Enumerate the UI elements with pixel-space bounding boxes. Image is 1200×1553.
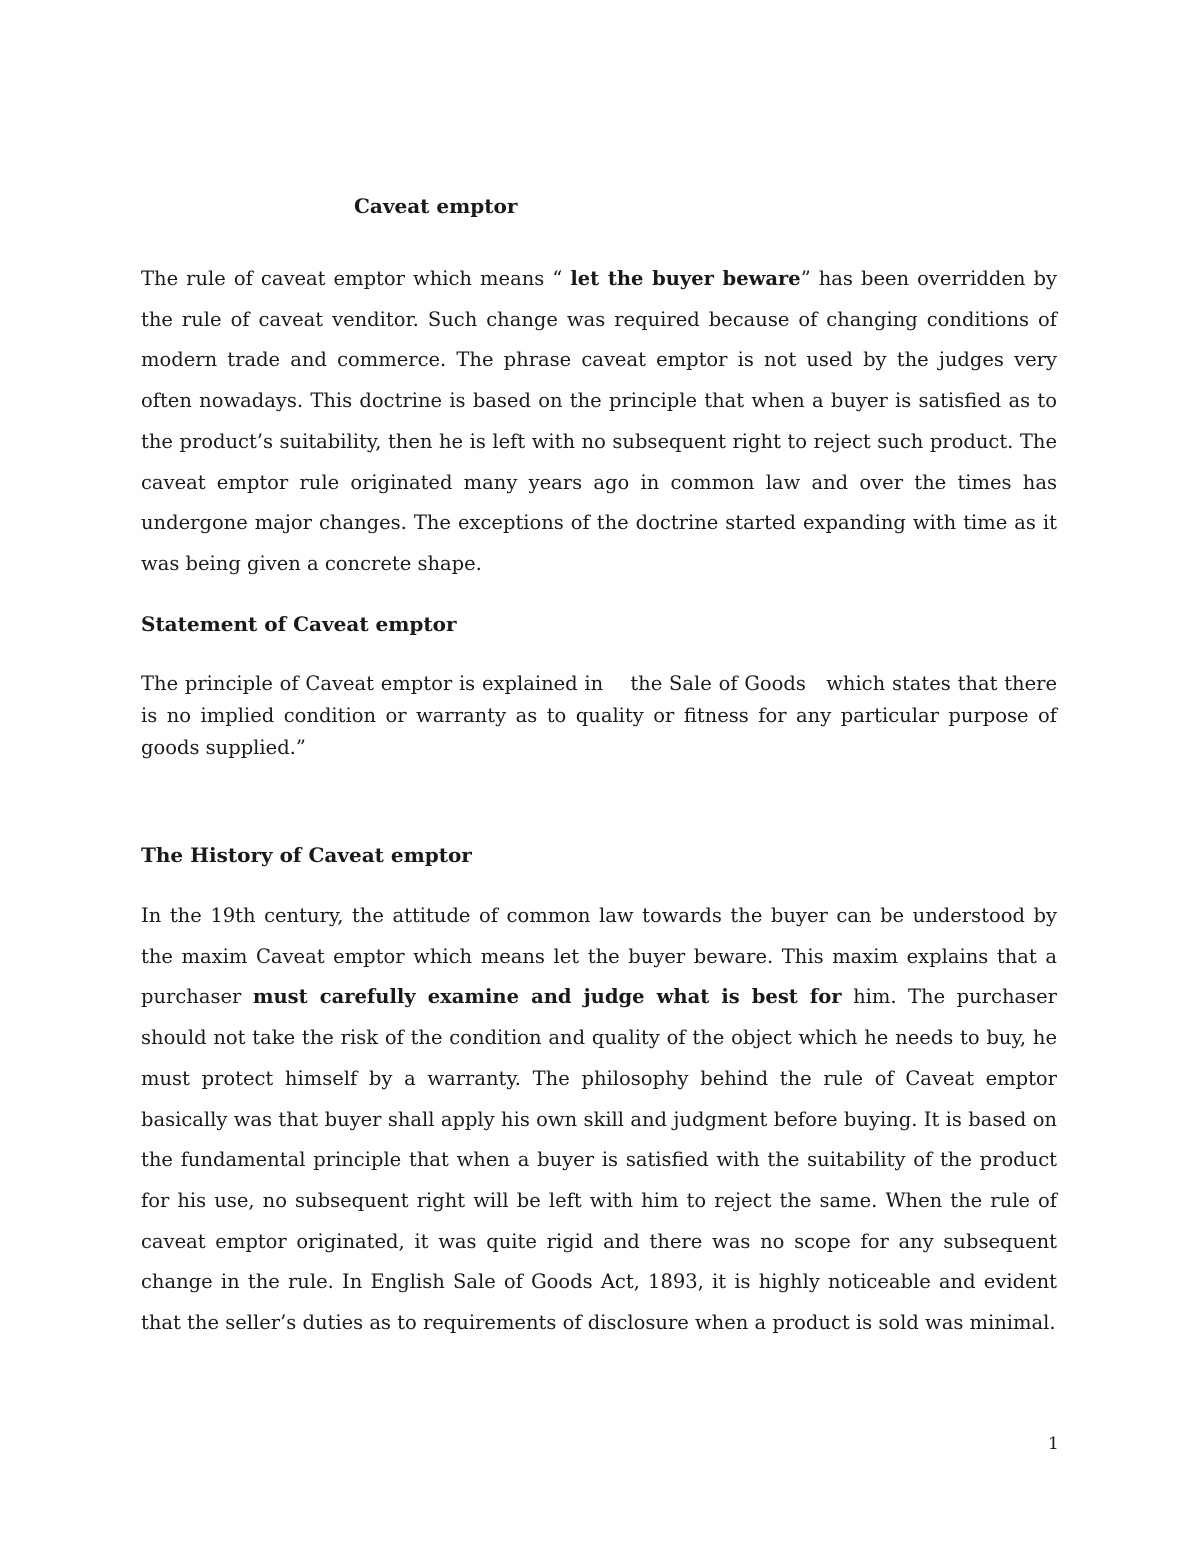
intro-text-end: ” has been overridden by the rule of caveat venditor. Such change was required because of changing conditions of modern trade and commerce. The phrase caveat emptor is not used by the judges very often nowadays. This doctrine is based on the principle that when a buyer is satisfied as to the product’s suitability, then he is left with no subsequent right to reject such product. The caveat emptor rule originated many years ago in common law and over the times has undergone major changes. The exceptions of the doctrine started expanding with time as it was being given a concrete shape. (141, 267, 1057, 575)
statement-paragraph: The principle of Caveat emptor is explained in the Sale of Goods which states that there is no implied condition or warranty as to quality or fitness for any particular purpose of goods supplied.” (141, 672, 1057, 759)
history-heading: The History of Caveat emptor (141, 843, 472, 867)
intro-emphasis: let the buyer beware (570, 267, 801, 290)
page-number: 1 (1048, 1434, 1059, 1454)
history-text-start: In the 19th century, the attitude of common law towards the buyer can be understood by the maxim Caveat emptor which means let the buyer beware. This maxim explains that a purchaser (141, 904, 1057, 1009)
history-emphasis: must carefully examine and judge what is best for (252, 985, 842, 1009)
history-text-end: him. The purchaser should not take the risk of the condition and quality of the object which he needs to buy, he must protect himself by a warranty. The philosophy behind the rule of Caveat emptor basically was that buyer shall apply his own skill and judgment before buying. It is based on the fundamental principle that when a buyer is satisfied with the suitability of the product for his use, no subsequent right will be left with him to reject the same. When the rule of caveat emptor originated, it was quite rigid and there was no scope for any subsequent change in the rule. In English Sale of Goods Act, 1893, it is highly noticeable and evident that the seller’s duties as to requirements of disclosure when a product is sold was minimal. (141, 985, 1057, 1335)
document-title: Caveat emptor (354, 194, 518, 218)
history-paragraph (141, 896, 1057, 1344)
statement-heading: Statement of Caveat emptor (141, 612, 457, 636)
intro-paragraph (141, 259, 1057, 585)
intro-text-start: The rule of caveat emptor which means “ (141, 267, 571, 290)
